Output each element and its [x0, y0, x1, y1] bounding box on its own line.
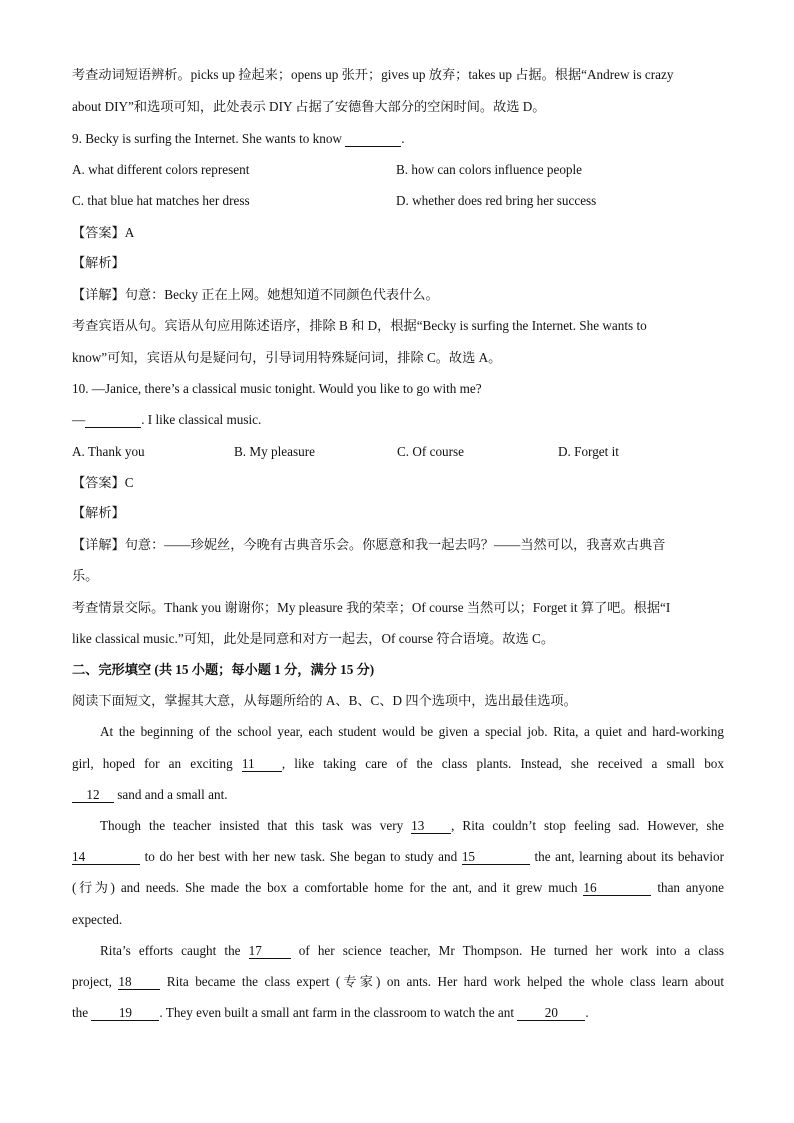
- blank-15: 15: [462, 849, 530, 865]
- passage-p3-line-3-a: the: [72, 1005, 89, 1020]
- passage-p2-line-2-b: to do her best with her new task. She began to study and: [144, 849, 458, 864]
- passage-p1-line-2: [72, 755, 724, 773]
- passage-p2-line-3-b: than anyone: [657, 880, 724, 895]
- passage-p3-line-1-a: Rita’s efforts caught the: [100, 943, 241, 958]
- q9-answer-value: A: [124, 225, 135, 240]
- passage-p2-line-1-a: Though the teacher insisted that this task was very: [100, 818, 404, 833]
- q10-option-a: A. Thank you: [72, 444, 145, 459]
- passage-p2-line-1-b: , Rita couldn’t stop feeling sad. However, she: [451, 818, 725, 833]
- q9-stem-text: 9. Becky is surfing the Internet. She wants to know: [72, 131, 342, 146]
- q9-option-c: C. that blue hat matches her dress: [72, 193, 250, 208]
- passage-p2-line-1: [72, 817, 724, 835]
- blank-11: 11: [242, 756, 282, 772]
- q9-analysis-tag: 【解析】: [72, 256, 125, 271]
- q10-reply: [72, 411, 724, 429]
- q9-explain-line-2: know”可知，宾语从句是疑问句，引导词用特殊疑问词，排除 C。故选 A。: [72, 350, 502, 365]
- q9-option-a: A. what different colors represent: [72, 162, 250, 177]
- blank-16: 16: [583, 880, 651, 896]
- passage-p2-line-4: expected.: [72, 912, 123, 927]
- passage-p2-line-2-c: the ant, learning about its behavior: [534, 849, 725, 864]
- passage-p3-line-2: [72, 973, 724, 991]
- q10-option-b: B. My pleasure: [234, 444, 315, 459]
- q9-detail-tag: 【详解】: [72, 288, 125, 303]
- blank-14: 14: [72, 849, 140, 865]
- q9-detail-text: 句意：Becky 正在上网。她想知道不同颜色代表什么。: [124, 287, 439, 302]
- q8-analysis-line-1: 考查动词短语辨析。picks up 捡起来；opens up 张开；gives up 放弃；takes up 占据。根据“Andrew is crazy: [72, 67, 674, 82]
- passage-p2-line-3: [72, 879, 724, 897]
- q9-stem: [72, 130, 724, 148]
- passage-p3-line-3-b: . They even built a small ant farm in the classroom to watch the ant: [159, 1005, 515, 1020]
- passage-p2-line-2: [72, 848, 724, 866]
- q9-detail: [72, 286, 724, 305]
- q10-analysis-tag: 【解析】: [72, 506, 125, 521]
- q10-answer-tag: 【答案】: [72, 476, 125, 491]
- blank-18: 18: [118, 974, 160, 990]
- q9-answer: [72, 224, 724, 243]
- q9-blank: [345, 131, 401, 147]
- q9-answer-tag: 【答案】: [72, 226, 125, 241]
- blank-13: 13: [411, 818, 451, 834]
- q10-option-d: D. Forget it: [558, 444, 619, 459]
- q10-answer: [72, 474, 724, 493]
- q9-stem-end: .: [401, 131, 405, 146]
- blank-17: 17: [249, 943, 291, 959]
- blank-20: 20: [517, 1005, 585, 1021]
- q10-answer-value: C: [124, 475, 134, 490]
- q9-explain-line-1: 考查宾语从句。宾语从句应用陈述语序，排除 B 和 D，根据“Becky is surfing the Internet. She wants to: [72, 318, 647, 333]
- passage-p3-line-1: [72, 942, 724, 960]
- q10-detail-tag: 【详解】: [72, 538, 125, 553]
- passage-p1-line-2-b: , like taking care of the class plants. Instead, she received a small box: [281, 756, 724, 771]
- passage-p1-line-3-b: sand and a small ant.: [117, 787, 228, 802]
- q10-option-c: C. Of course: [397, 444, 465, 459]
- q10-blank: [85, 412, 141, 428]
- passage-p1-line-2-a: girl, hoped for an exciting: [72, 756, 233, 771]
- passage-p3-line-2-b: Rita became the class expert (专家) on ants. Her hard work helped the whole class learn about: [166, 974, 725, 989]
- passage-p1-line-3: [72, 786, 724, 804]
- q9-option-d: D. whether does red bring her success: [396, 193, 597, 208]
- passage-p3-line-2-a: project,: [72, 974, 112, 989]
- q10-reply-dash: —: [72, 412, 86, 427]
- passage-p1-line-1: At the beginning of the school year, each student would be given a special job. Rita, a quiet and hard-working: [100, 724, 724, 739]
- q10-reply-rest: . I like classical music.: [141, 412, 262, 427]
- q10-explain-line-2: like classical music.”可知，此处是同意和对方一起去，Of course 符合语境。故选 C。: [72, 631, 555, 646]
- blank-19: 19: [91, 1005, 159, 1021]
- q10-detail-line-1: [72, 536, 724, 555]
- blank-12: 12: [72, 787, 114, 803]
- passage-p2-line-3-a: (行为) and needs. She made the box a comfortable home for the ant, and it grew much: [72, 880, 578, 895]
- q8-analysis-line-2: about DIY”和选项可知，此处表示 DIY 占据了安德鲁大部分的空闲时间。故选 D。: [72, 99, 546, 114]
- passage-p3-line-1-b: of her science teacher, Mr Thompson. He turned her work into a class: [298, 943, 725, 958]
- passage-p3-line-3: [72, 1004, 724, 1022]
- passage-p3-line-3-c: .: [585, 1005, 589, 1020]
- q10-stem: 10. —Janice, there’s a classical music tonight. Would you like to go with me?: [72, 381, 482, 396]
- section-2-title: 二、完形填空 (共 15 小题；每小题 1 分，满分 15 分): [72, 662, 375, 677]
- section-2-instruction: 阅读下面短文，掌握其大意，从每题所给的 A、B、C、D 四个选项中，选出最佳选项。: [72, 693, 577, 708]
- q10-detail-text: 句意：——珍妮丝，今晚有古典音乐会。你愿意和我一起去吗？——当然可以，我喜欢古典音: [124, 537, 666, 552]
- q10-explain-line-1: 考查情景交际。Thank you 谢谢你；My pleasure 我的荣幸；Of course 当然可以；Forget it 算了吧。根据“I: [72, 600, 671, 615]
- q9-option-b: B. how can colors influence people: [396, 162, 583, 177]
- q10-detail-line-2: 乐。: [72, 568, 99, 583]
